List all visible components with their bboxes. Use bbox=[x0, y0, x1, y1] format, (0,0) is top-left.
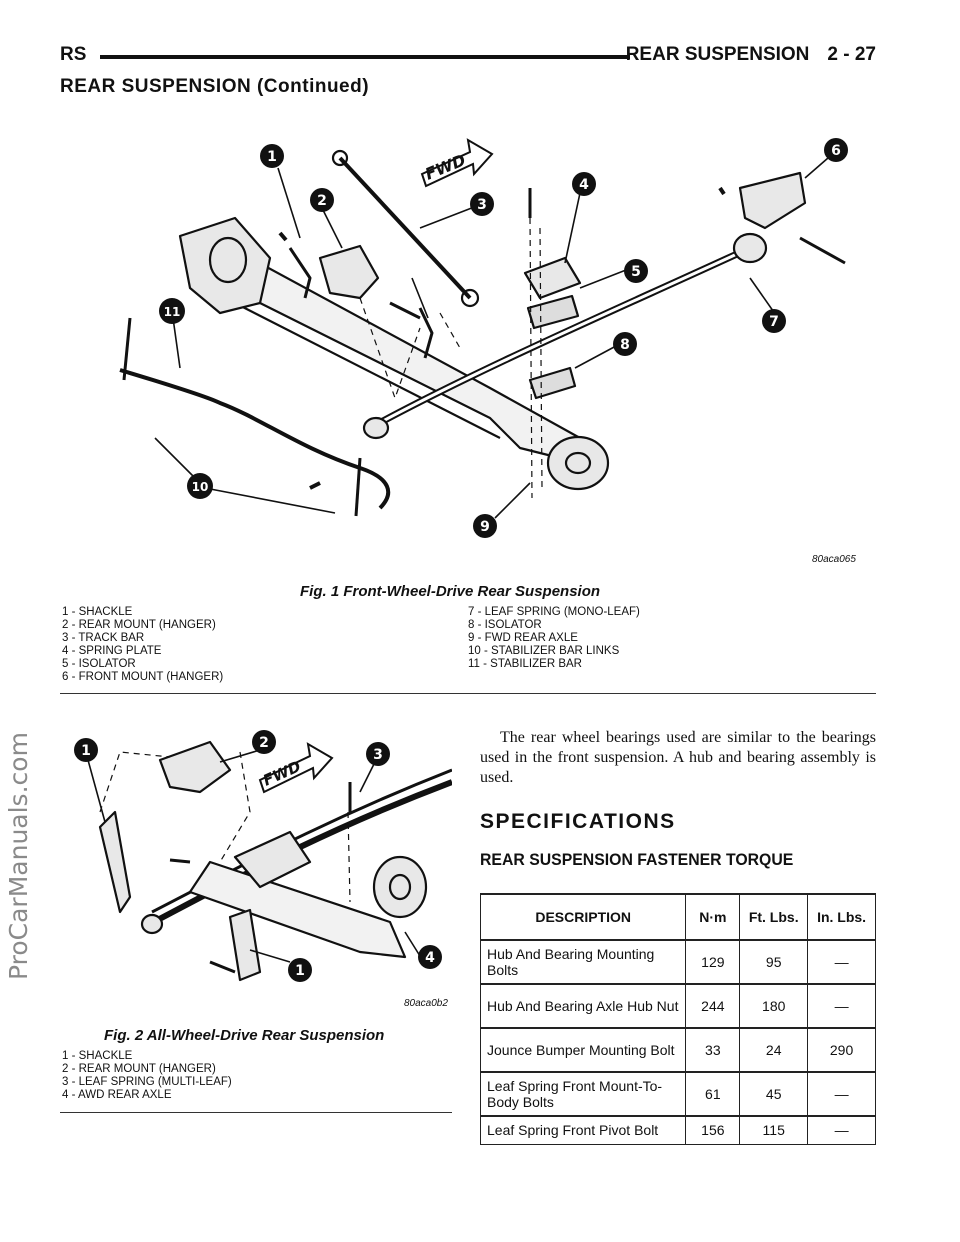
table-row bbox=[481, 1072, 876, 1116]
fig1-callout-6 bbox=[824, 138, 848, 162]
cell-ftlbs: 115 bbox=[740, 1116, 808, 1144]
torque-table-title: REAR SUSPENSION FASTENER TORQUE bbox=[480, 850, 794, 869]
cell-description: Hub And Bearing Mounting Bolts bbox=[481, 940, 686, 984]
fig2-callout-2 bbox=[252, 730, 276, 754]
svg-text:1: 1 bbox=[295, 963, 305, 979]
svg-text:11: 11 bbox=[163, 305, 181, 319]
cell-ftlbs: 24 bbox=[740, 1028, 808, 1072]
table-row bbox=[481, 940, 876, 984]
col-description: DESCRIPTION bbox=[481, 894, 686, 940]
legend-item: 9 - FWD REAR AXLE bbox=[468, 632, 578, 644]
fig1-divider bbox=[60, 693, 876, 694]
fig1-callout-3 bbox=[470, 192, 494, 216]
fig2-divider bbox=[60, 1112, 452, 1113]
legend-item: 10 - STABILIZER BAR LINKS bbox=[468, 645, 620, 657]
cell-ftlbs: 180 bbox=[740, 984, 808, 1028]
fig2-fwd-label: FWD bbox=[260, 757, 304, 790]
cell-inlbs: — bbox=[808, 1116, 876, 1144]
svg-text:3: 3 bbox=[477, 197, 487, 213]
svg-text:7: 7 bbox=[769, 314, 779, 330]
legend-item: 2 - REAR MOUNT (HANGER) bbox=[62, 1063, 216, 1075]
col-inlbs: In. Lbs. bbox=[808, 894, 876, 940]
header-left: RS bbox=[60, 44, 87, 65]
torque-table bbox=[480, 893, 876, 1145]
fig1-callout-7 bbox=[762, 309, 786, 333]
figure-1-illustration bbox=[60, 118, 876, 580]
fig1-callout-11 bbox=[159, 298, 185, 324]
body-paragraph: The rear wheel bearings used are similar to the bearings used in the front suspension. A hub and bearing assembly is used. bbox=[480, 729, 876, 786]
svg-text:1: 1 bbox=[81, 743, 91, 759]
legend-item: 1 - SHACKLE bbox=[62, 1050, 133, 1062]
fig2-caption: Fig. 2 All-Wheel-Drive Rear Suspension bbox=[104, 1027, 385, 1044]
legend-item: 5 - ISOLATOR bbox=[62, 658, 136, 670]
cell-nm: 61 bbox=[686, 1072, 740, 1116]
fig2-callout-4 bbox=[418, 945, 442, 969]
cell-ftlbs: 95 bbox=[740, 940, 808, 984]
fwd-arrow-icon bbox=[422, 140, 492, 186]
header-right bbox=[626, 44, 876, 66]
svg-text:6: 6 bbox=[831, 143, 841, 159]
header-rule bbox=[100, 55, 630, 59]
svg-text:1: 1 bbox=[267, 149, 277, 165]
fig1-code: 80aca065 bbox=[812, 554, 856, 565]
fig1-callout-8 bbox=[613, 332, 637, 356]
svg-text:2: 2 bbox=[259, 735, 269, 751]
table-header-row bbox=[481, 894, 876, 940]
fig2-callout-1 bbox=[74, 738, 98, 762]
section-title: REAR SUSPENSION (Continued) bbox=[60, 76, 370, 97]
cell-inlbs: — bbox=[808, 1072, 876, 1116]
cell-inlbs: — bbox=[808, 940, 876, 984]
legend-item: 7 - LEAF SPRING (MONO-LEAF) bbox=[468, 606, 640, 618]
table-row bbox=[481, 984, 876, 1028]
svg-text:4: 4 bbox=[425, 950, 435, 966]
cell-ftlbs: 45 bbox=[740, 1072, 808, 1116]
legend-item: 1 - SHACKLE bbox=[62, 606, 133, 618]
fig1-drawing bbox=[60, 118, 876, 580]
svg-text:3: 3 bbox=[373, 747, 383, 763]
col-ftlbs: Ft. Lbs. bbox=[740, 894, 808, 940]
table-row bbox=[481, 1028, 876, 1072]
fig1-fwd-label: FWD bbox=[422, 150, 469, 184]
fig1-legend-left bbox=[62, 606, 223, 684]
figure-2-illustration bbox=[60, 712, 452, 1022]
svg-text:10: 10 bbox=[191, 480, 209, 494]
cell-description: Leaf Spring Front Pivot Bolt bbox=[481, 1116, 686, 1144]
legend-item: 3 - LEAF SPRING (MULTI-LEAF) bbox=[62, 1076, 232, 1088]
svg-text:4: 4 bbox=[579, 177, 589, 193]
legend-item: 11 - STABILIZER BAR bbox=[468, 658, 582, 670]
fig1-callout-4 bbox=[572, 172, 596, 196]
legend-item: 2 - REAR MOUNT (HANGER) bbox=[62, 619, 216, 631]
legend-item: 6 - FRONT MOUNT (HANGER) bbox=[62, 671, 224, 683]
cell-nm: 33 bbox=[686, 1028, 740, 1072]
legend-item: 8 - ISOLATOR bbox=[468, 619, 542, 631]
page-number: 2 - 27 bbox=[827, 44, 876, 65]
fig1-callout-2 bbox=[310, 188, 334, 212]
legend-item: 4 - AWD REAR AXLE bbox=[62, 1089, 172, 1101]
table-row bbox=[481, 1116, 876, 1144]
cell-description: Jounce Bumper Mounting Bolt bbox=[481, 1028, 686, 1072]
specifications-heading: SPECIFICATIONS bbox=[480, 810, 676, 833]
fig1-callout-10 bbox=[187, 473, 213, 499]
cell-nm: 244 bbox=[686, 984, 740, 1028]
cell-nm: 156 bbox=[686, 1116, 740, 1144]
cell-inlbs: 290 bbox=[808, 1028, 876, 1072]
fig1-callout-1 bbox=[260, 144, 284, 168]
col-nm: N·m bbox=[686, 894, 740, 940]
cell-description: Hub And Bearing Axle Hub Nut bbox=[481, 984, 686, 1028]
header-title: REAR SUSPENSION bbox=[625, 44, 810, 65]
svg-text:5: 5 bbox=[631, 264, 641, 280]
cell-description: Leaf Spring Front Mount-To-Body Bolts bbox=[481, 1072, 686, 1116]
fig1-callout-9 bbox=[473, 514, 497, 538]
fig2-code: 80aca0b2 bbox=[404, 998, 448, 1009]
svg-text:9: 9 bbox=[480, 519, 490, 535]
fig2-drawing bbox=[60, 712, 452, 1022]
fig2-legend bbox=[62, 1050, 232, 1102]
page-header bbox=[60, 44, 876, 70]
fig1-callout-5 bbox=[624, 259, 648, 283]
svg-text:2: 2 bbox=[317, 193, 327, 209]
legend-item: 4 - SPRING PLATE bbox=[62, 645, 162, 657]
legend-item: 3 - TRACK BAR bbox=[62, 632, 145, 644]
fig1-legend-right bbox=[468, 606, 640, 671]
fig2-callout-3 bbox=[366, 742, 390, 766]
fig2-callout-1b bbox=[288, 958, 312, 982]
svg-text:8: 8 bbox=[620, 337, 630, 353]
cell-nm: 129 bbox=[686, 940, 740, 984]
watermark: ProCarManuals.com bbox=[4, 732, 33, 980]
cell-inlbs: — bbox=[808, 984, 876, 1028]
fig1-caption: Fig. 1 Front-Wheel-Drive Rear Suspension bbox=[300, 583, 601, 600]
